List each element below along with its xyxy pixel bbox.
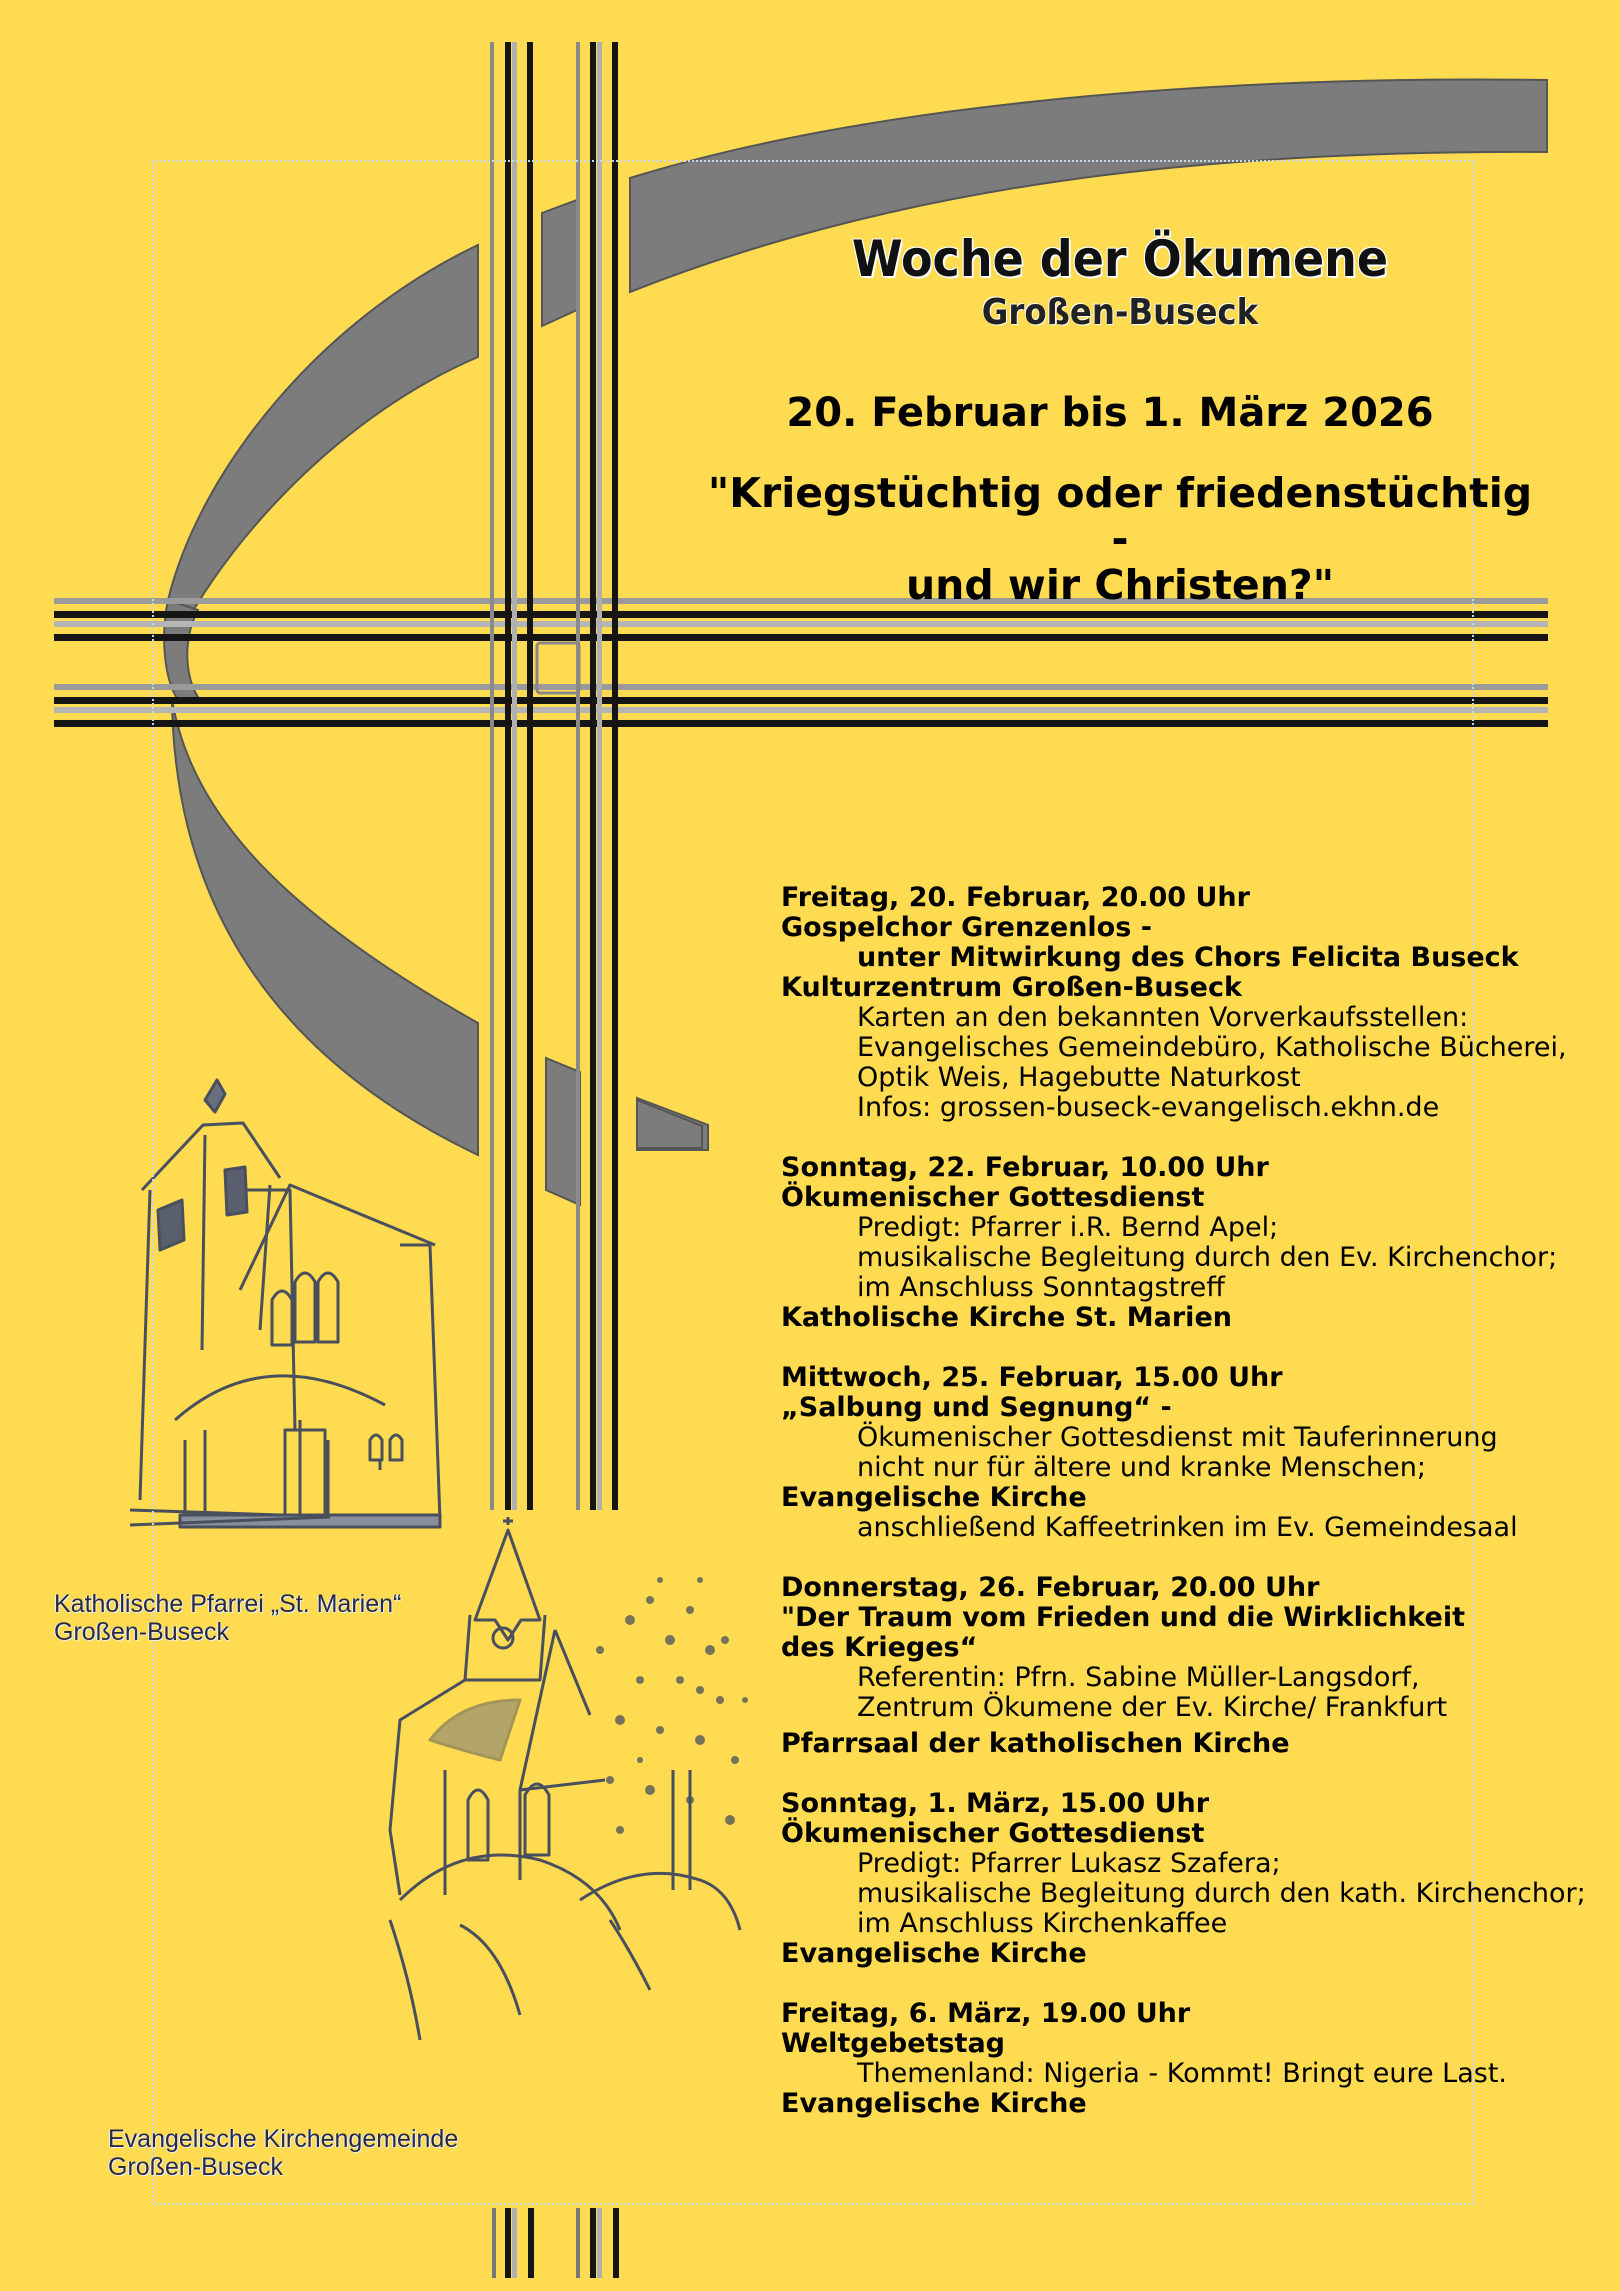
- event-title: „Salbung und Segnung“ -: [781, 1392, 1172, 1423]
- evangelical-church-sketch: [390, 1517, 740, 2040]
- cross-horizontal-bars: [54, 598, 1548, 727]
- motto-line-2: und wir Christen?": [905, 561, 1335, 609]
- event-datetime: Donnerstag, 26. Februar, 20.00 Uhr: [781, 1572, 1320, 1603]
- caption-line: Evangelische Kirchengemeinde: [108, 2125, 459, 2153]
- event-title: Ökumenischer Gottesdienst: [781, 1818, 1205, 1849]
- event-detail: musikalische Begleitung durch den Ev. Kirchenchor;: [857, 1242, 1558, 1273]
- event-anointing-blessing: [781, 1363, 1611, 1543]
- event-detail: Zentrum Ökumene der Ev. Kirche/ Frankfurt: [857, 1692, 1448, 1723]
- event-detail: im Anschluss Sonntagstreff: [857, 1272, 1225, 1303]
- event-list: [781, 883, 1611, 2149]
- event-title: Ökumenischer Gottesdienst: [781, 1182, 1205, 1213]
- event-datetime: Mittwoch, 25. Februar, 15.00 Uhr: [781, 1362, 1283, 1393]
- event-detail: Karten an den bekannten Vorverkaufsstellen:: [857, 1002, 1469, 1033]
- event-datetime: Freitag, 20. Februar, 20.00 Uhr: [781, 882, 1250, 913]
- event-title-continued: unter Mitwirkung des Chors Felicita Buseck: [857, 942, 1519, 973]
- caption-line: Großen-Buseck: [54, 1618, 230, 1646]
- event-datetime: Sonntag, 22. Februar, 10.00 Uhr: [781, 1152, 1269, 1183]
- event-lecture-peace: [781, 1573, 1611, 1759]
- event-detail: Optik Weis, Hagebutte Naturkost: [857, 1062, 1301, 1093]
- arc-segment-left: [168, 245, 478, 660]
- event-datetime: Sonntag, 1. März, 15.00 Uhr: [781, 1788, 1210, 1819]
- event-title: Weltgebetstag: [781, 2028, 1006, 2059]
- motto: [700, 470, 1540, 608]
- event-detail: nicht nur für ältere und kranke Menschen;: [857, 1452, 1426, 1483]
- event-after-note: anschließend Kaffeetrinken im Ev. Gemeindesaal: [857, 1512, 1518, 1543]
- event-location: Pfarrsaal der katholischen Kirche: [781, 1728, 1290, 1759]
- event-location: Kulturzentrum Großen-Buseck: [781, 972, 1242, 1003]
- date-range: 20. Februar bis 1. März 2026: [786, 390, 1434, 436]
- event-location: Evangelische Kirche: [781, 1938, 1087, 1969]
- event-gospel-concert: [781, 883, 1611, 1123]
- cross-bottom-stubs: [492, 2208, 619, 2278]
- caption-line: Katholische Pfarrei „St. Marien“: [54, 1590, 402, 1618]
- event-detail: Predigt: Pfarrer Lukasz Szafera;: [857, 1848, 1281, 1879]
- event-location: Evangelische Kirche: [781, 1482, 1087, 1513]
- event-service-mar-1: [781, 1789, 1611, 1969]
- event-title: Gospelchor Grenzenlos -: [781, 912, 1152, 943]
- event-detail: im Anschluss Kirchenkaffee: [857, 1908, 1228, 1939]
- event-detail: musikalische Begleitung durch den kath. Kirchenchor;: [857, 1878, 1586, 1909]
- evangelical-parish-caption: [108, 2125, 458, 2181]
- poster-subtitle: Großen-Buseck: [981, 292, 1259, 333]
- catholic-church-sketch: [130, 1080, 440, 1527]
- event-detail: Themenland: Nigeria - Kommt! Bringt eure Last.: [857, 2058, 1507, 2089]
- event-datetime: Freitag, 6. März, 19.00 Uhr: [781, 1998, 1191, 2029]
- caption-line: Großen-Buseck: [108, 2153, 284, 2181]
- event-detail-website: Infos: grossen-buseck-evangelisch.ekhn.de: [857, 1092, 1440, 1123]
- event-location: Katholische Kirche St. Marien: [781, 1302, 1232, 1333]
- event-detail: Ökumenischer Gottesdienst mit Tauferinnerung: [857, 1422, 1498, 1453]
- event-service-feb-22: [781, 1153, 1611, 1333]
- event-detail: Predigt: Pfarrer i.R. Bernd Apel;: [857, 1212, 1279, 1243]
- catholic-parish-caption: [54, 1590, 401, 1646]
- event-detail: Evangelisches Gemeindebüro, Katholische Bücherei,: [857, 1032, 1567, 1063]
- event-detail: Referentin: Pfrn. Sabine Müller-Langsdorf,: [857, 1662, 1420, 1693]
- event-world-day-of-prayer: [781, 1999, 1611, 2119]
- event-title: "Der Traum vom Frieden und die Wirklichkeit: [781, 1602, 1466, 1633]
- poster-title: Woche der Ökumene: [851, 230, 1389, 288]
- event-title-continued: des Krieges“: [781, 1632, 978, 1663]
- motto-line-1: "Kriegstüchtig oder friedenstüchtig -: [707, 469, 1533, 563]
- event-location: Evangelische Kirche: [781, 2088, 1087, 2119]
